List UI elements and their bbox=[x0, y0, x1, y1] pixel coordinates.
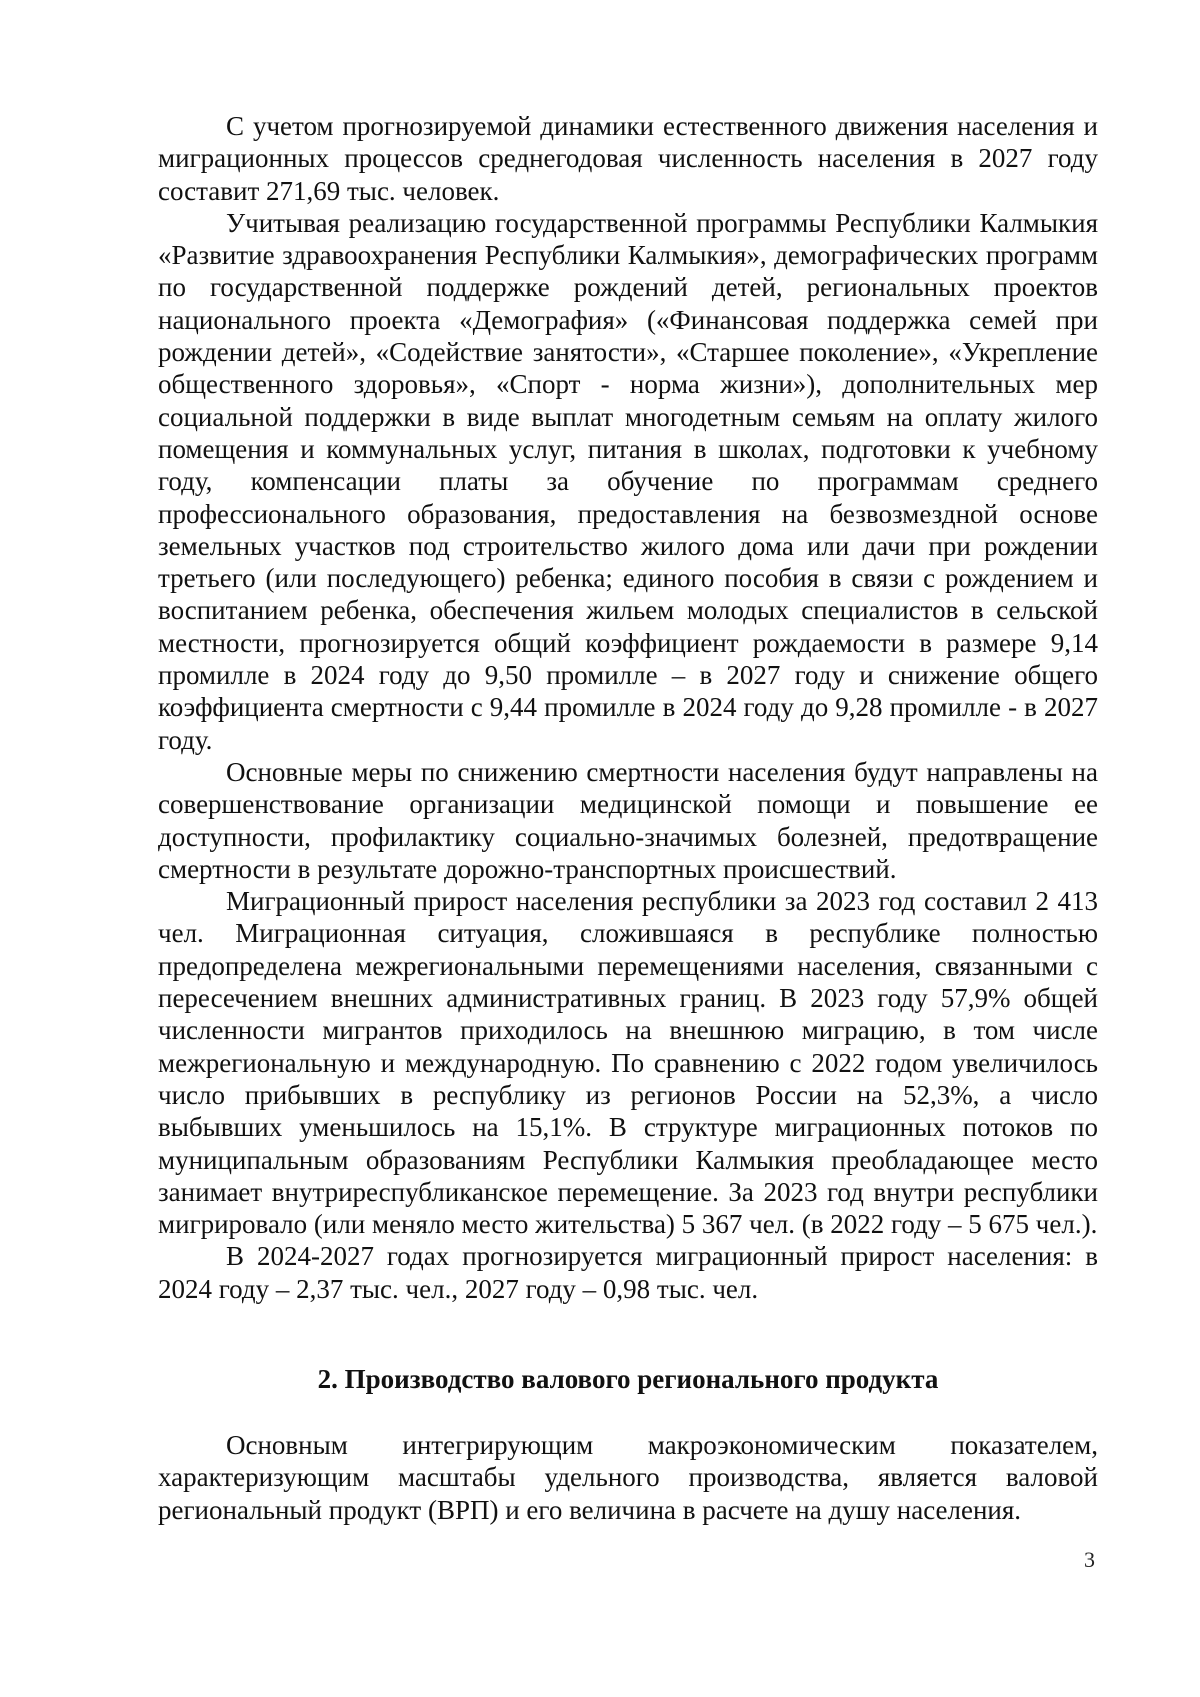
document-body bbox=[158, 110, 1098, 1526]
paragraph-grp-definition: Основным интегрирующим макроэкономическим показателем, характеризующим масштабы удельного производства, является валовой региональный продукт (ВРП) и его величина в расчете на душу населения. bbox=[158, 1429, 1098, 1525]
section-heading: 2. Производство валового регионального продукта bbox=[317, 1363, 939, 1394]
page-number: 3 bbox=[1084, 1547, 1095, 1572]
paragraph-mortality-measures: Основные меры по снижению смертности населения будут направлены на совершенствование организации медицинской помощи и повышение ее доступности, профилактику социально-значимых болезней, предотвращение смертности в результате дорожно-транспортных происшествий. bbox=[158, 756, 1098, 884]
paragraph-migration-2023: Миграционный прирост населения республики за 2023 год составил 2 413 чел. Миграционная ситуация, сложившаяся в республике полностью предопределена межрегиональными перемещениями населения, связанными с пересечением внешних административных границ. В 2023 году 57,9% общей численности мигрантов приходилось на внешнюю миграцию, в том числе межрегиональную и международную. По сравнению с 2022 годом увеличилось число прибывших в республику из регионов России на 52,3%, а число выбывших уменьшилось на 15,1%. В структуре миграционных потоков по муниципальным образованиям Республики Калмыкия преобладающее место занимает внутриреспубликанское перемещение. За 2023 год внутри республики мигрировало (или меняло место жительства) 5 367 чел. (в 2022 году – 5 675 чел.). bbox=[158, 886, 1098, 1240]
paragraph-migration-forecast: В 2024-2027 годах прогнозируется миграционный прирост населения: в 2024 году – 2,37 тыс. чел., 2027 году – 0,98 тыс. чел. bbox=[158, 1241, 1098, 1304]
paragraph-population-forecast: С учетом прогнозируемой динамики естественного движения населения и миграционных процессов среднегодовая численность населения в 2027 году составит 271,69 тыс. человек. bbox=[158, 111, 1098, 206]
paragraph-birth-death-rates: Учитывая реализацию государственной программы Республики Калмыкия «Развитие здравоохранения Республики Калмыкия», демографических программ по государственной поддержке рождений детей, региональных проектов национального проекта «Демография» («Финансовая поддержка семей при рождении детей», «Содействие занятости», «Старшее поколение», «Укрепление общественного здоровья», «Спорт - норма жизни»), дополнительных мер социальной поддержки в виде выплат многодетным семьям на оплату жилого помещения и коммунальных услуг, питания в школах, подготовки к учебному году, компенсации платы за обучение по программам среднего профессионального образования, предоставления на безвозмездной основе земельных участков под строительство жилого дома или дачи при рождении третьего (или последующего) ребенка; единого пособия в связи с рождением и воспитанием ребенка, обеспечения жильем молодых специалистов в сельской местности, прогнозируется общий коэффициент рождаемости в размере 9,14 промилле в 2024 году до 9,50 промилле – в 2027 году и снижение общего коэффициента смертности с 9,44 промилле в 2024 году до 9,28 промилле - в 2027 году. bbox=[158, 207, 1098, 755]
